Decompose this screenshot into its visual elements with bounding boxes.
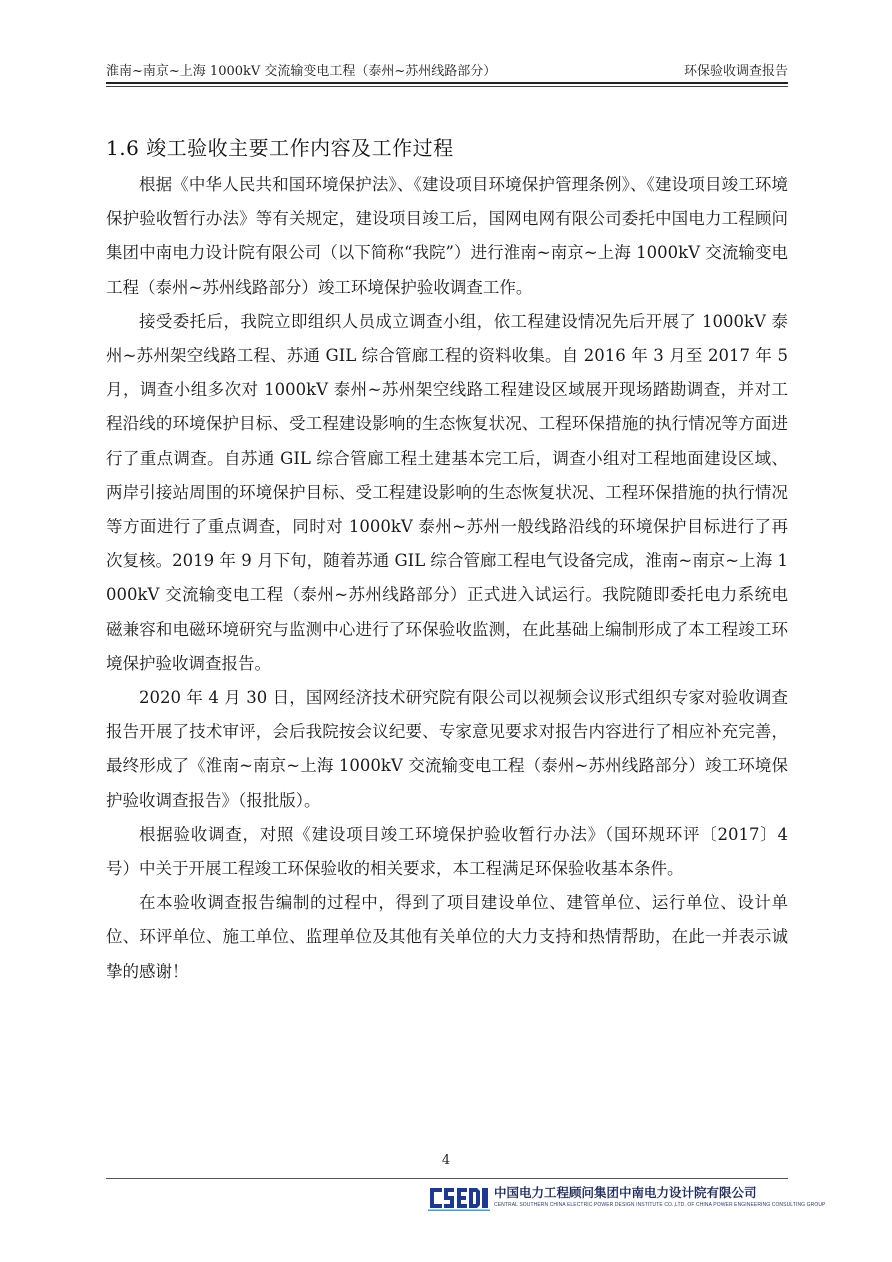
section-title: 1.6 竣工验收主要工作内容及工作过程 — [106, 135, 454, 160]
header-project-title: 淮南~南京~上海 1000kV 交流输变电工程（泰州~苏州线路部分） — [106, 64, 497, 79]
footer-divider — [106, 1178, 788, 1179]
paragraph-acceptance-conditions: 根据验收调查，对照《建设项目竣工环境保护验收暂行办法》（国环规环评〔2017〕4 号）中关于开展工程竣工环保验收的相关要求，本工程满足环保验收基本条件。 — [106, 824, 788, 879]
org-name-english: CENTRAL SOUTHERN CHINA ELECTRIC POWER DESIGN INSTITUTE CO.,LTD. OF CHINA POWER ENGINEERING CONSULTING GROUP — [494, 1202, 826, 1208]
header-divider-thin — [106, 86, 788, 87]
page-number: 4 — [441, 1153, 451, 1168]
org-name-chinese: 中国电力工程顾问集团中南电力设计院有限公司 — [494, 1185, 757, 1200]
paragraph-commission: 根据《中华人民共和国环境保护法》、《建设项目环境保护管理条例》、《建设项目竣工环境保护验收暂行办法》等有关规定，建设项目竣工后，国网电网有限公司委托中国电力工程顾问集团中南电力设计院有限公司（以下简称“我院”）进行淮南~南京~上海 1000kV 交流输变电工程（泰州~苏州线路部分）竣工环境保护验收调查工作。 — [106, 175, 788, 297]
body-text — [106, 168, 788, 989]
paragraph-technical-review: 2020 年 4 月 30 日，国网经济技术研究院有限公司以视频会议形式组织专家对验收调查报告开展了技术审评，会后我院按会议纪要、专家意见要求对报告内容进行了相应补充完善，最终形成了《淮南~南京~上海 1000kV 交流输变电工程（泰州~苏州线路部分）竣工环境保护验收调查报告》（报批版）。 — [106, 688, 788, 810]
paragraph-acknowledgements: 在本验收调查报告编制的过程中，得到了项目建设单位、建管单位、运行单位、设计单位、环评单位、施工单位、监理单位及其他有关单位的大力支持和热情帮助，在此一并表示诚挚的感谢！ — [106, 893, 788, 981]
csepdi-logo-icon — [428, 1184, 490, 1212]
header-report-type: 环保验收调查报告 — [683, 64, 788, 79]
page-header — [106, 62, 788, 82]
footer-logo — [428, 1184, 826, 1214]
header-divider-thick — [106, 82, 788, 84]
paragraph-survey-process: 接受委托后，我院立即组织人员成立调查小组，依工程建设情况先后开展了 1000kV 泰州~苏州架空线路工程、苏通 GIL 综合管廊工程的资料收集。自 2016 年 3 月至 2017 年 5 月，调查小组多次对 1000kV 泰州~苏州架空线路工程建设区域展开现场踏勘调查，并对工程沿线的环境保护目标、受工程建设影响的生态恢复状况、工程环保措施的执行情况等方面进行了重点调查。自苏通 GIL 综合管廊工程土建基本完工后，调查小组对工程地面建设区域、两岸引接站周围的环境保护目标、受工程建设影响的生态恢复状况、工程环保措施的执行情况等方面进行了重点调查，同时对 1000kV 泰州~苏州一般线路沿线的环境保护目标进行了再次复核。2019 年 9 月下旬，随着苏通 GIL 综合管廊工程电气设备完成，淮南~南京~上海 1000kV 交流输变电工程（泰州~苏州线路部分）正式进入试运行。我院随即委托电力系统电磁兼容和电磁环境研究与监测中心进行了环保验收监测，在此基础上编制形成了本工程竣工环境保护验收调查报告。 — [106, 311, 788, 673]
